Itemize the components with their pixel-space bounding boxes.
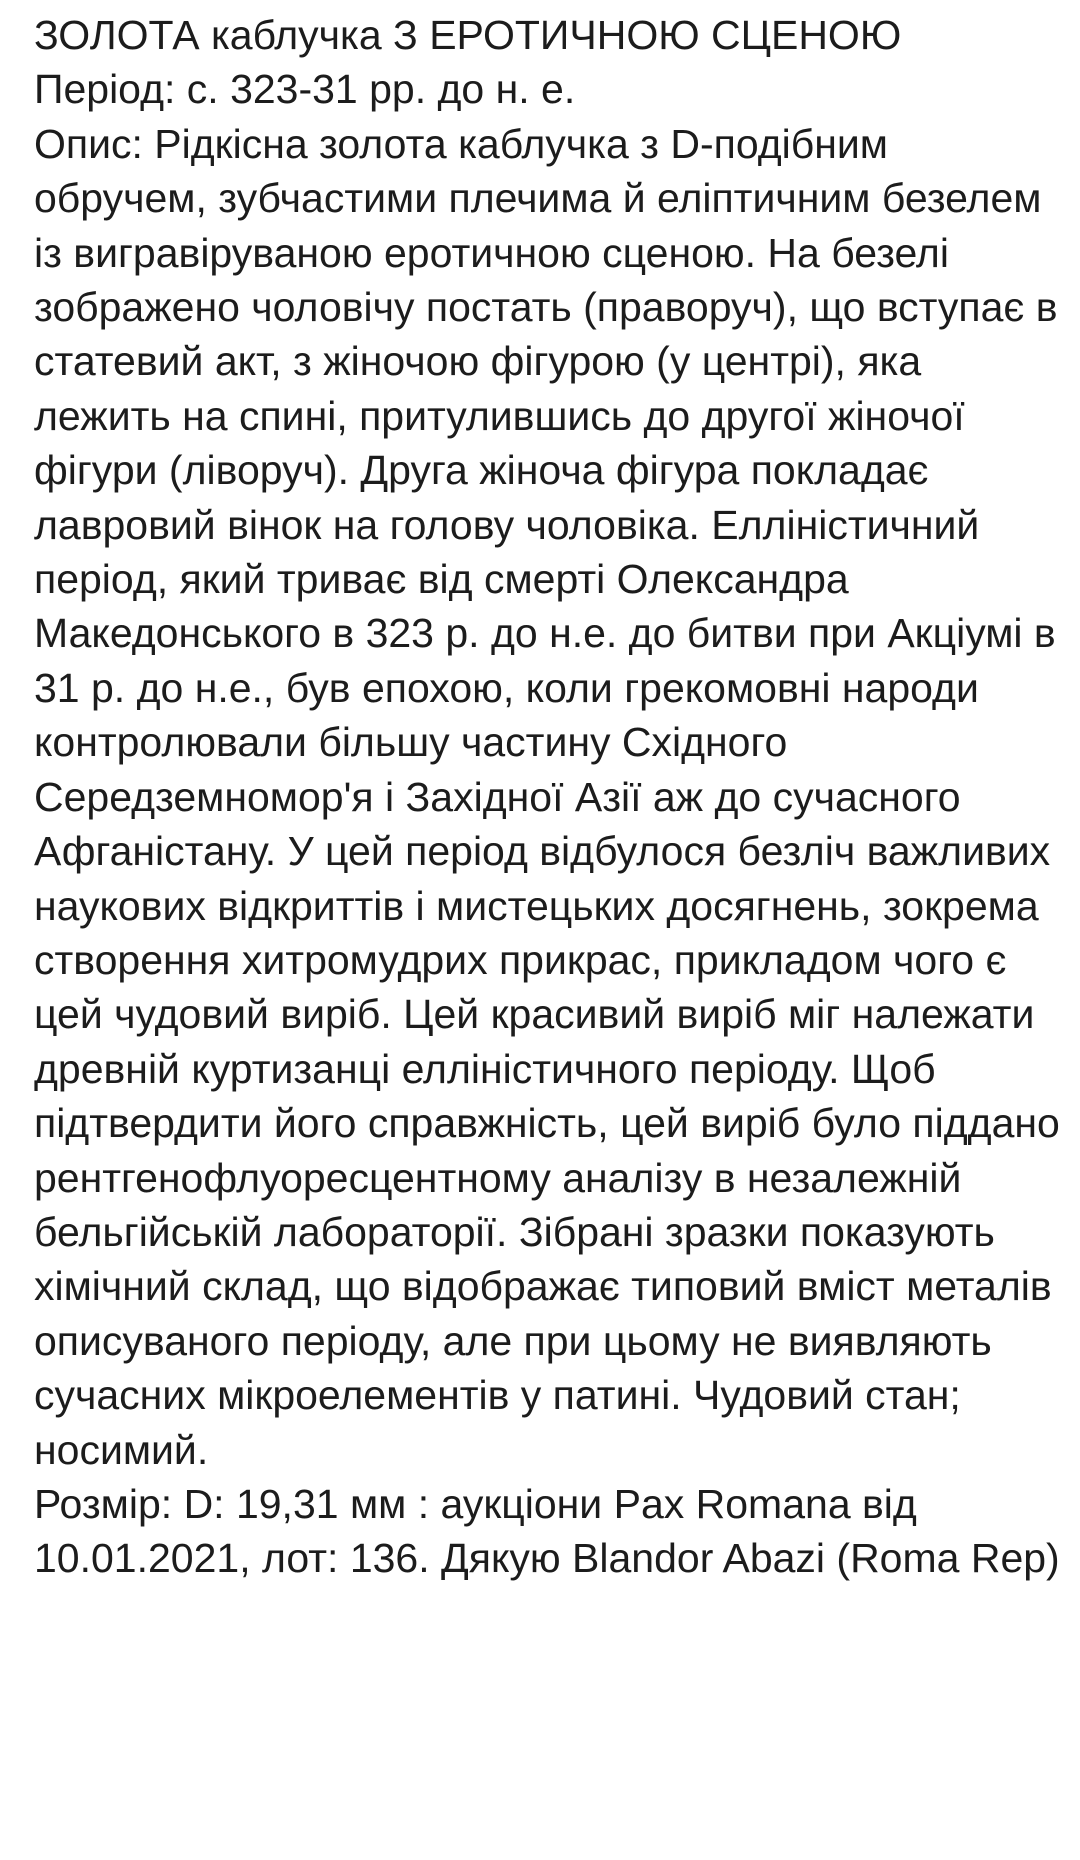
post-period: Період: c. 323-31 рр. до н. е.	[34, 66, 576, 113]
post-size-source: Розмір: D: 19,31 мм : аукціони Pax Romana від 10.01.2021, лот: 136. Дякую Blandor Abazi (Roma Rep)	[34, 1480, 1060, 1582]
post-description: Опис: Рідкісна золота каблучка з D-подібним обручем, зубчастими плечима й еліптичним безелем із вигравіруваною еротичною сценою. На безелі зображено чоловічу постать (праворуч), що вступає в статевий акт, з жіночою фігурою (у центрі), яка лежить на спині, притулившись до другої жіночої фігури (ліворуч). Друга жіноча фігура покладає лавровий вінок на голову чоловіка. Елліністичний період, який триває від смерті Олександра Македонського в 323 р. до н.е. до битви при Акціумі в 31 р. до н.е., був епохою, коли грекомовні народи контролювали більшу частину Східного Середземномор'я і Західної Азії аж до сучасного Афганістану. У цей період відбулося безліч важливих наукових відкриттів і мистецьких досягнень, зокрема створення хитромудрих прикрас, прикладом чого є цей чудовий виріб. Цей красивий виріб міг належати древній куртизанці елліністичного періоду. Щоб підтвердити його справжність, цей виріб було піддано рентгенофлуоресцентному аналізу в незалежній бельгійській лабораторії. Зібрані зразки показують хімічний склад, що відображає типовий вміст металів описуваного періоду, але при цьому не виявляють сучасних мікроелементів у патині. Чудовий стан; носимий.	[34, 120, 1072, 1473]
post-title: ЗОЛОТА каблучка З ЕРОТИЧНОЮ СЦЕНОЮ	[34, 12, 902, 58]
